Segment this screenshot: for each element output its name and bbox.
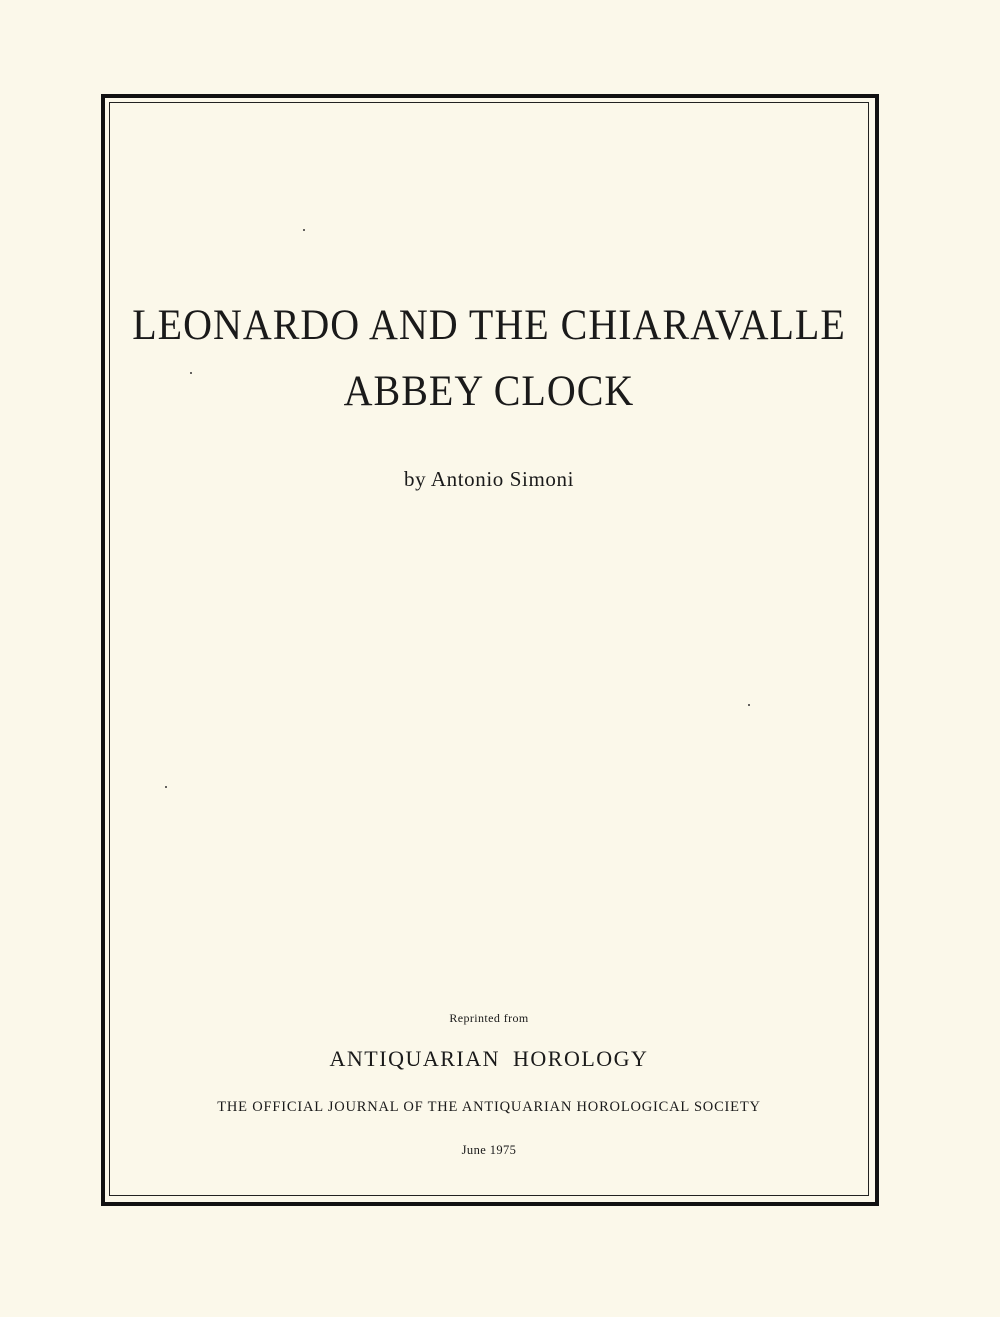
paper-speck xyxy=(165,786,167,788)
title-line-1: LEONARDO AND THE CHIARAVALLE xyxy=(132,300,846,349)
title-line-2: ABBEY CLOCK xyxy=(343,366,635,415)
publication-date: June 1975 xyxy=(461,1143,517,1157)
inner-frame-border xyxy=(109,102,869,1196)
author-byline: by Antonio Simoni xyxy=(403,467,575,491)
reprinted-note: Reprinted from xyxy=(449,1011,529,1025)
journal-name: ANTIQUARIAN HOROLOGY xyxy=(329,1046,649,1071)
paper-speck xyxy=(748,704,750,706)
paper-speck xyxy=(303,229,305,231)
journal-subtitle: THE OFFICIAL JOURNAL OF THE ANTIQUARIAN HOROLOGICAL SOCIETY xyxy=(217,1099,761,1115)
